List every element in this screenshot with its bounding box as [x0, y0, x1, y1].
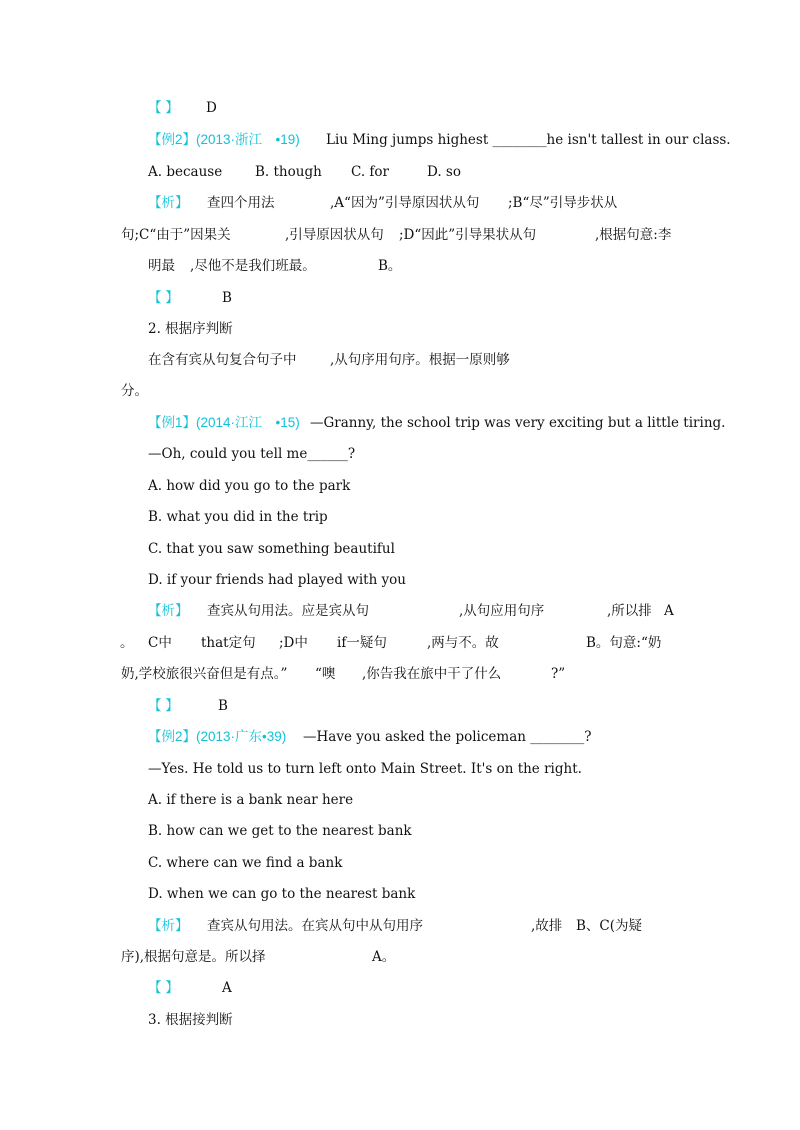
text-line	[0, 822, 800, 840]
text-segment: ,从句应用句序	[459, 603, 545, 619]
section-tag: 【 】	[148, 290, 179, 305]
text-segment: —Oh, could you tell me______?	[148, 446, 356, 462]
text-segment: B. though	[255, 164, 322, 180]
text-segment: B、C(为疑	[576, 918, 643, 934]
text-line	[0, 351, 800, 369]
text-segment: D	[206, 100, 217, 116]
text-line	[0, 99, 800, 117]
text-line	[0, 697, 800, 715]
text-line	[0, 791, 800, 809]
section-tag: 【 】	[148, 980, 179, 995]
text-segment: B。句意:“奶	[586, 635, 662, 651]
section-tag: 【例2】(2013·浙江 •19)	[148, 132, 300, 147]
section-tag: 【析】	[148, 603, 189, 618]
text-segment: Liu Ming jumps highest ________he isn't tallest in our class.	[326, 132, 731, 148]
text-segment: ,你告我在旅中干了什么	[362, 666, 502, 682]
text-segment: A	[222, 980, 232, 996]
text-line	[0, 445, 800, 463]
text-segment: if一疑句	[337, 635, 387, 651]
text-segment: 在含有宾从句复合句子中	[148, 352, 297, 368]
text-segment: A	[664, 603, 674, 619]
text-segment: 句;C“由于”因果关	[121, 227, 231, 243]
text-segment: 2. 根据序判断	[148, 321, 233, 337]
text-segment: 序),根据句意是。所以择	[121, 949, 266, 965]
text-segment: A. if there is a bank near here	[148, 792, 354, 808]
text-line	[0, 728, 800, 746]
text-line	[0, 885, 800, 903]
text-segment: 奶,学校旅很兴奋但是有点。”	[121, 666, 288, 682]
section-tag: 【 】	[148, 698, 179, 713]
text-segment: C中	[148, 635, 172, 651]
text-segment: 查宾从句用法。在宾从句中从句用序	[207, 918, 423, 934]
text-segment: ,尽他不是我们班最。	[190, 258, 316, 274]
text-line	[0, 382, 800, 400]
text-segment: C. for	[351, 164, 390, 180]
text-segment: A。	[372, 949, 396, 965]
text-line	[0, 226, 800, 244]
text-line	[0, 571, 800, 589]
section-tag: 【析】	[148, 195, 189, 210]
text-segment: 查宾从句用法。应是宾从句	[207, 603, 369, 619]
text-line	[0, 634, 800, 652]
text-line	[0, 131, 800, 149]
text-segment: B	[222, 290, 232, 306]
text-segment: 查四个用法	[207, 195, 275, 211]
text-line	[0, 540, 800, 558]
text-line	[0, 257, 800, 275]
text-line	[0, 508, 800, 526]
text-segment: ,所以排	[607, 603, 652, 619]
section-tag: 【例2】(2013·广东•39)	[148, 729, 287, 744]
text-segment: B	[218, 698, 228, 714]
text-line	[0, 948, 800, 966]
text-line	[0, 194, 800, 212]
text-line	[0, 979, 800, 997]
text-segment: B。	[378, 258, 402, 274]
text-segment: ,引导原因状从句	[285, 227, 384, 243]
text-line	[0, 414, 800, 432]
text-segment: A. how did you go to the park	[148, 478, 351, 494]
text-segment: C. where can we find a bank	[148, 855, 343, 871]
text-segment: B. what you did in the trip	[148, 509, 328, 525]
text-line	[0, 477, 800, 495]
text-segment: 3. 根据接判断	[148, 1012, 233, 1028]
text-segment: 。	[120, 635, 134, 651]
text-segment: B. how can we get to the nearest bank	[148, 823, 412, 839]
text-segment: —Have you asked the policeman ________?	[303, 729, 592, 745]
text-segment: —Granny, the school trip was very exciting but a little tiring.	[310, 415, 726, 431]
text-segment: A. because	[148, 164, 223, 180]
text-line	[0, 1011, 800, 1029]
text-segment: that定句	[201, 635, 256, 651]
text-segment: ;D“因此”引导果状从句	[399, 227, 537, 243]
text-line	[0, 602, 800, 620]
text-segment: ;B“尽”引导步状从	[508, 195, 618, 211]
text-segment: 明最	[148, 258, 175, 274]
text-line	[0, 320, 800, 338]
text-line	[0, 760, 800, 778]
text-line	[0, 917, 800, 935]
section-tag: 【 】	[148, 100, 179, 115]
text-segment: ,两与不。故	[427, 635, 499, 651]
text-line	[0, 665, 800, 683]
text-segment: C. that you saw something beautiful	[148, 541, 395, 557]
text-line	[0, 854, 800, 872]
text-segment: D. if your friends had played with you	[148, 572, 407, 588]
text-segment: —Yes. He told us to turn left onto Main Street. It's on the right.	[148, 761, 582, 777]
section-tag: 【析】	[148, 918, 189, 933]
text-line	[0, 163, 800, 181]
text-segment: ,根据句意:李	[595, 227, 672, 243]
text-segment: ,从句序用句序。根据一原则够	[330, 352, 510, 368]
text-line	[0, 289, 800, 307]
text-segment: ;D中	[279, 635, 308, 651]
text-segment: “噢	[315, 666, 336, 682]
text-segment: ,A“因为”引导原因状从句	[330, 195, 480, 211]
text-segment: ?”	[551, 666, 566, 682]
text-segment: 分。	[121, 383, 148, 399]
text-segment: D. when we can go to the nearest bank	[148, 886, 416, 902]
section-tag: 【例1】(2014·江江 •15)	[148, 415, 300, 430]
text-segment: ,故排	[531, 918, 563, 934]
text-segment: D. so	[427, 164, 461, 180]
